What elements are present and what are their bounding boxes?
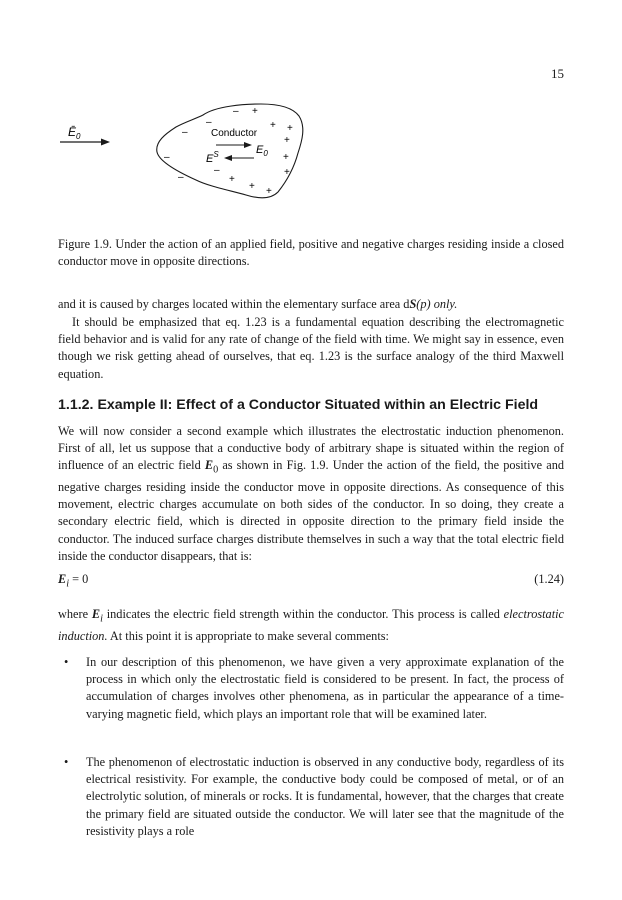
- minus-charge: –: [164, 152, 170, 163]
- paragraph-electrostatic-induction: We will now consider a second example which illustrates the electrostatic induction phenomenon. First of all, let us suppose that a conductive body of arbitrary shape is situated within the region of influence of an electric field $E_0$ as shown in Fig. 1.9. Under the action of the field, the positive and negative charges residing inside the conductor move in opposite directions. As consequence of this movement, electric charges accumulate on both sides of the conductor. In so doing, they create a secondary electric field, which is directed in opposite direction to the primary field inside the conductor. The induced surface charges distribute themselves in such a way that the total electric field inside the conductor disappears, that is:: [58, 424, 564, 563]
- plus-charge: +: [266, 186, 272, 197]
- equation-lhs: $E_i = 0$: [58, 572, 89, 590]
- minus-charge: –: [182, 127, 188, 138]
- section-heading: 1.1.2. Example II: Effect of a Conductor Situated within an Electric Field: [58, 397, 539, 413]
- plus-charge: +: [252, 106, 258, 117]
- bullet-item-resistivity: [64, 754, 564, 840]
- figure-svg: [58, 98, 564, 210]
- plus-charge: +: [287, 123, 293, 134]
- bullet-icon: •: [64, 755, 69, 769]
- figure-caption: Figure 1.9. Under the action of an applied field, positive and negative charges residing inside a closed conductor move in opposite directions.: [58, 237, 564, 268]
- conductor-label: Conductor: [211, 128, 258, 139]
- inner-field-label: $E_0$: [256, 144, 268, 158]
- paragraph-continuation: and it is caused by charges located within the elementary surface area dS(p) only.: [58, 297, 458, 311]
- plus-charge: +: [284, 167, 290, 178]
- arrow-head-icon: [101, 139, 110, 146]
- induced-field-label: $E^S$: [206, 150, 219, 165]
- plus-charge: +: [249, 181, 255, 192]
- plus-charge: +: [283, 152, 289, 163]
- arrow-head-icon: [244, 142, 252, 148]
- arrow-head-icon: [224, 155, 232, 161]
- bullet-icon: •: [64, 655, 69, 669]
- bullet-item-approximation: [64, 654, 564, 723]
- plus-charge: +: [284, 135, 290, 146]
- field-label: $Ē_0$: [68, 125, 81, 141]
- page-number: 15: [551, 66, 564, 81]
- minus-charge: –: [178, 172, 184, 183]
- figure-conductor: [58, 98, 564, 210]
- minus-charge: –: [233, 106, 239, 117]
- minus-charge: –: [214, 165, 220, 176]
- minus-charge: –: [206, 117, 212, 128]
- paragraph-eq-emphasis: It should be emphasized that eq. 1.23 is a fundamental equation describing the electromagnetic field behavior and is valid for any rate of change of the field with time. We might say in essence, even though we risk getting ahead of ourselves, that eq. 1.23 is the surface analogy of the third Maxwell equation.: [58, 315, 564, 381]
- plus-charge: +: [229, 174, 235, 185]
- plus-charge: +: [270, 120, 276, 131]
- paragraph-definition: where $E_i$ indicates the electric field strength within the conductor. This process is called electrostatic induction. At this point it is appropriate to make several comments:: [58, 607, 564, 643]
- bullet-text: The phenomenon of electrostatic induction is observed in any conductive body, regardless of its electrical resistivity. For example, the conductive body could be composed of metal, or of an electrolytic solution, of minerals or rocks. It is fundamental, however, that the charges that create the primary field are situated outside the conductor. We will later see that the magnitude of the resistivity plays a role: [86, 755, 564, 838]
- equation-number: (1.24): [534, 572, 564, 586]
- bullet-text: In our description of this phenomenon, we have given a very approximate explanation of the process in which only the electrostatic field is considered to be present. In fact, the process of accumulation of charges involves other phenomena, as in particular the appearance of a time-varying magnetic field, which plays an important role that will be examined later.: [86, 655, 564, 721]
- equation-1-24: [58, 572, 564, 589]
